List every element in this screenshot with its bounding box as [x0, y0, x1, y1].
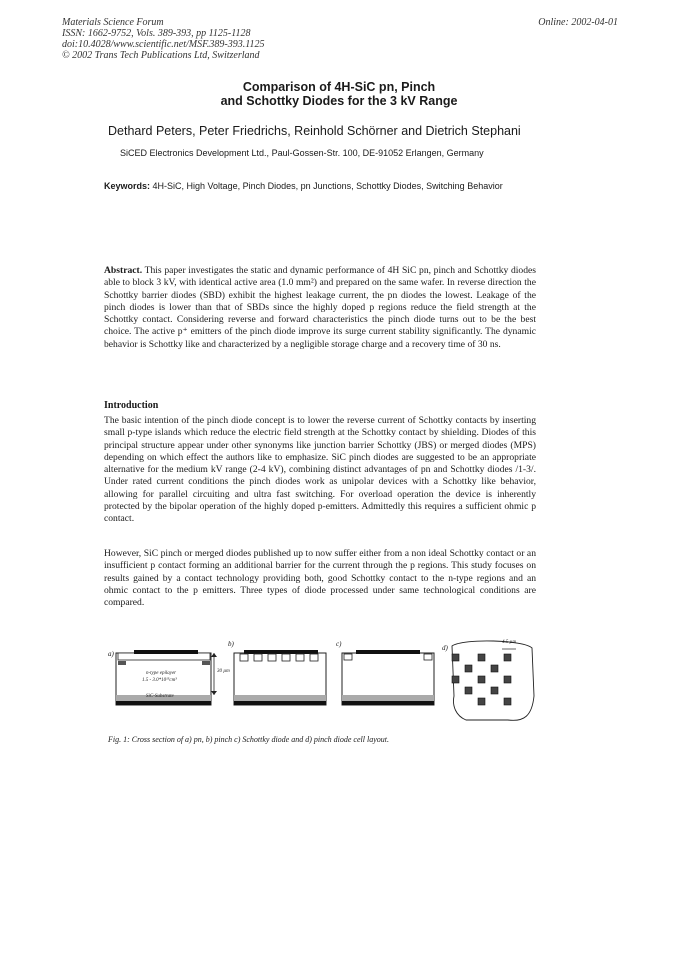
- keywords: [104, 180, 544, 192]
- figure-1: [104, 636, 536, 736]
- label-panel-a: a): [108, 650, 114, 658]
- keywords-label: Keywords:: [104, 181, 151, 191]
- thickness-label: 30 µm: [217, 669, 230, 674]
- journal-doi[interactable]: doi:10.4028/www.scientific.net/MSF.389-393.1125: [62, 39, 265, 50]
- epilayer-label: n-type epilayer: [146, 671, 177, 676]
- affiliation: SiCED Electronics Development Ltd., Paul-Gossen-Str. 100, DE-91052 Erlangen, Germany: [120, 148, 484, 158]
- intro-paragraph-1: The basic intention of the pinch diode concept is to lower the reverse current of Schottky contacts by inserting small p-type islands which reduce the electric field strength at the Schottky contact by shielding. Diodes of this principal structure appear under other synonyms like junction barrier Schottky (JBS) or merged diodes (MPS) depending on which effect the authors like to emphasize. SiC pinch diodes are suggested to be an appropriate alternative for the medium kV range (2-4 kV), combining distinct advantages of pn and Schottky diodes /1-3/. Under rated current conditions the pinch diodes work as unipolar devices with a Schottky like behavior, allowing for parallel circuiting and ultra fast switching. For overload operation the device is inherently protected by the bipolar operation of the highly doped p-emitters. Admittedly this requires a sufficient ohmic p contact.: [104, 415, 536, 525]
- intro-heading: Introduction: [104, 400, 159, 411]
- title-line-1: Comparison of 4H-SiC pn, Pinch: [242, 80, 436, 94]
- journal-copyright: © 2002 Trans Tech Publications Ltd, Switzerland: [62, 50, 260, 61]
- panel-d-cell-layout: [452, 641, 534, 720]
- panel-c-schottky-diode: [342, 650, 434, 705]
- paper-title: [0, 80, 678, 108]
- doping-label: 1.5 - 3.0*10¹⁵cm³: [142, 678, 177, 683]
- abstract: [104, 265, 536, 351]
- label-panel-c: c): [336, 640, 342, 648]
- online-date: Online: 2002-04-01: [538, 17, 618, 28]
- abstract-label: Abstract.: [104, 265, 143, 276]
- intro-paragraph-2: However, SiC pinch or merged diodes published up to now suffer either from a non ideal Schottky contact or an insufficient p contact forming an additional barrier for the current through the p regions. This study focuses on results gained by a contact technology providing both, good Schottky contact to the n-type regions and an ohmic contact to the p emitters. Three types of diode processed under same technological conditions are compared.: [104, 548, 536, 609]
- journal-issn: ISSN: 1662-9752, Vols. 389-393, pp 1125-1128: [62, 28, 251, 39]
- keywords-text: 4H-SiC, High Voltage, Pinch Diodes, pn Junctions, Schottky Diodes, Switching Behavior: [152, 181, 503, 191]
- authors: Dethard Peters, Peter Friedrichs, Reinhold Schörner and Dietrich Stephani: [108, 124, 521, 138]
- substrate-label: SiC-Substrate: [146, 694, 174, 699]
- journal-header: [62, 17, 265, 61]
- abstract-text: This paper investigates the static and dynamic performance of 4H SiC pn, pinch and Schottky diodes able to block 3 kV, with identical active area (1.0 mm²) and prepared on the same wafer. In reverse direction the Schottky barrier diodes (SBD) exhibit the highest leakage current, the pn diodes the lowest. Leakage of the pinch diodes is lower than that of SBDs since the highly doped p regions reduce the field strength at the Schottky contact. Considering reverse and forward characteristics the pinch diode turns out to be the best choice. The active p⁺ emitters of the pinch diode improve its surge current stability significantly. The dynamic behavior is Schottky like and characterized by a negligible storage charge and a recovery time of 30 ns.: [104, 265, 536, 350]
- label-panel-b: b): [228, 640, 234, 648]
- panel-b-pinch-diode: [234, 650, 326, 705]
- title-line-2: and Schottky Diodes for the 3 kV Range: [220, 94, 458, 108]
- journal-name: Materials Science Forum: [62, 17, 164, 28]
- figure-diagram: [104, 636, 536, 736]
- figure-caption: Fig. 1: Cross section of a) pn, b) pinch c) Schottky diode and d) pinch diode cell layout.: [108, 735, 389, 744]
- label-panel-d: d): [442, 644, 448, 652]
- cell-size-label: 4.5 µm: [502, 640, 516, 645]
